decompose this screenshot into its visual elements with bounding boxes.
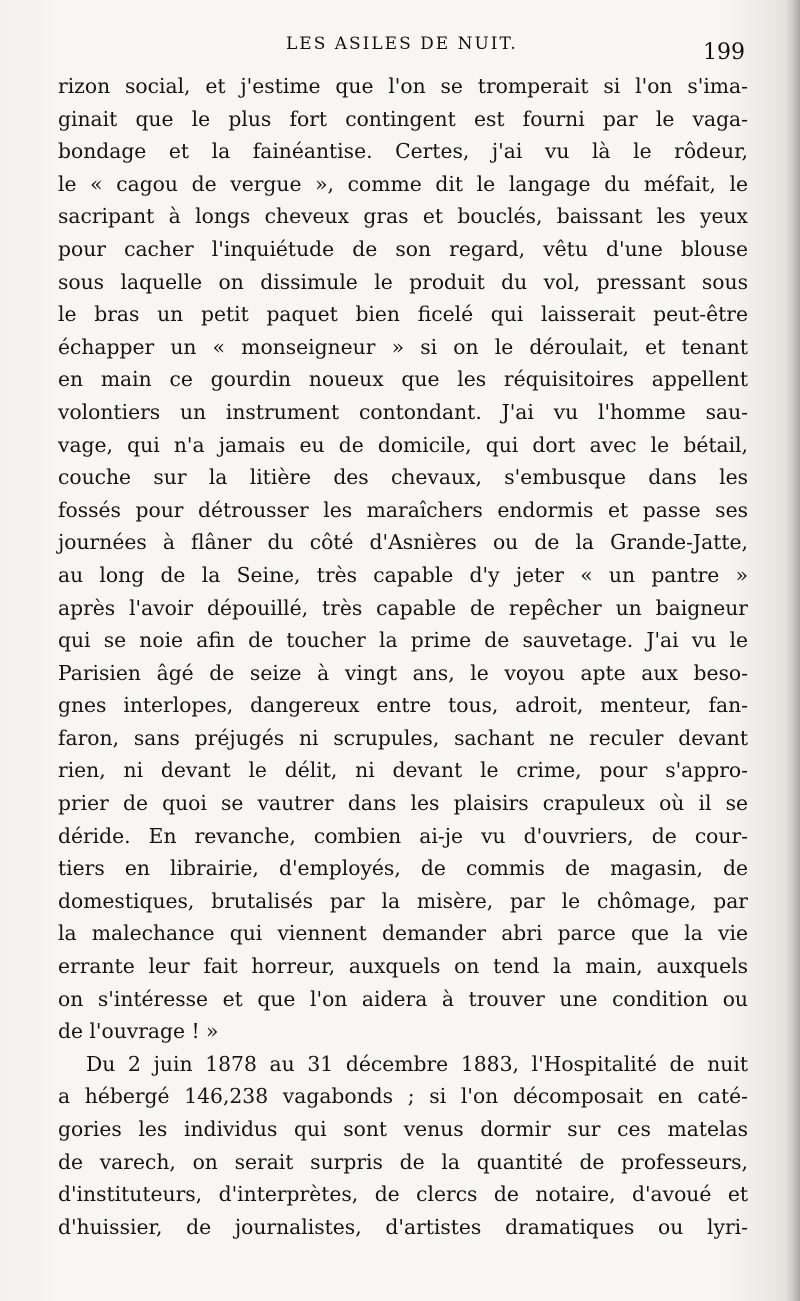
text-line: tiers en librairie, d'employés, de commis de magasin, de [58,856,748,881]
text-line: domestiques, brutalisés par la misère, par le chômage, par [58,888,748,913]
text-line: le « cagou de vergue », comme dit le langage du méfait, le [58,171,748,196]
text-line: a hébergé 146,238 vagabonds ; si l'on décomposait en caté- [58,1084,748,1109]
text-line: ginait que le plus fort contingent est fourni par le vaga- [58,106,748,131]
running-title: LES ASILES DE NUIT. [286,34,518,54]
text-line: rien, ni devant le délit, ni devant le crime, pour s'appro- [58,758,748,783]
text-line: gnes interlopes, dangereux entre tous, adroit, menteur, fan- [58,693,748,718]
text-line: volontiers un instrument contondant. J'ai vu l'homme sau- [58,399,748,424]
text-line: le bras un petit paquet bien ficelé qui laisserait peut-être [58,302,748,327]
text-line: d'instituteurs, d'interprètes, de clercs de notaire, d'avoué et [58,1182,748,1207]
text-line: faron, sans préjugés ni scrupules, sachant ne reculer devant [58,725,748,750]
text-line: déride. En revanche, combien ai-je vu d'ouvriers, de cour- [58,823,748,848]
text-line: qui se noie afin de toucher la prime de sauvetage. J'ai vu le [58,628,748,653]
text-line: bondage et la fainéantise. Certes, j'ai vu là le rôdeur, [58,139,748,164]
text-line: la malechance qui viennent demander abri parce que la vie [58,921,748,946]
text-line: échapper un « monseigneur » si on le déroulait, et tenant [58,334,748,359]
text-line: au long de la Seine, très capable d'y jeter « un pantre » [58,562,748,587]
text-line: errante leur fait horreur, auxquels on tend la main, auxquels [58,954,748,979]
text-line: en main ce gourdin noueux que les réquisitoires appellent [58,367,748,392]
page-header [0,34,800,64]
text-line: Parisien âgé de seize à vingt ans, le voyou apte aux beso- [58,660,748,685]
body-text [58,70,748,1243]
text-line: journées à flâner du côté d'Asnières ou de la Grande-Jatte, [58,530,748,555]
text-line: rizon social, et j'estime que l'on se tromperait si l'on s'ima- [58,74,748,98]
text-line: de varech, on serait surpris de la quantité de professeurs, [58,1149,748,1174]
text-line: de l'ouvrage ! » [58,1019,219,1044]
text-line: fossés pour détrousser les maraîchers endormis et passe ses [58,497,748,522]
paragraph-start-line: Du 2 juin 1878 au 31 décembre 1883, l'Hospitalité de nuit [86,1051,748,1076]
text-line: d'huissier, de journalistes, d'artistes dramatiques ou lyri- [58,1214,748,1239]
text-line: gories les individus qui sont venus dormir sur ces matelas [58,1117,748,1141]
page-number: 199 [703,40,745,65]
text-line: sous laquelle on dissimule le produit du vol, pressant sous [58,269,748,294]
text-line: vage, qui n'a jamais eu de domicile, qui dort avec le bétail, [58,432,748,457]
text-line: pour cacher l'inquiétude de son regard, vêtu d'une blouse [58,236,748,261]
text-line: prier de quoi se vautrer dans les plaisirs crapuleux où il se [58,791,748,816]
text-line: couche sur la litière des chevaux, s'embusque dans les [58,465,748,490]
text-line: sacripant à longs cheveux gras et bouclés, baissant les yeux [58,204,748,229]
page-edge-shadow [786,0,800,1301]
text-line: on s'intéresse et que l'on aidera à trouver une condition ou [58,986,748,1011]
text-line: après l'avoir dépouillé, très capable de repêcher un baigneur [58,595,748,620]
